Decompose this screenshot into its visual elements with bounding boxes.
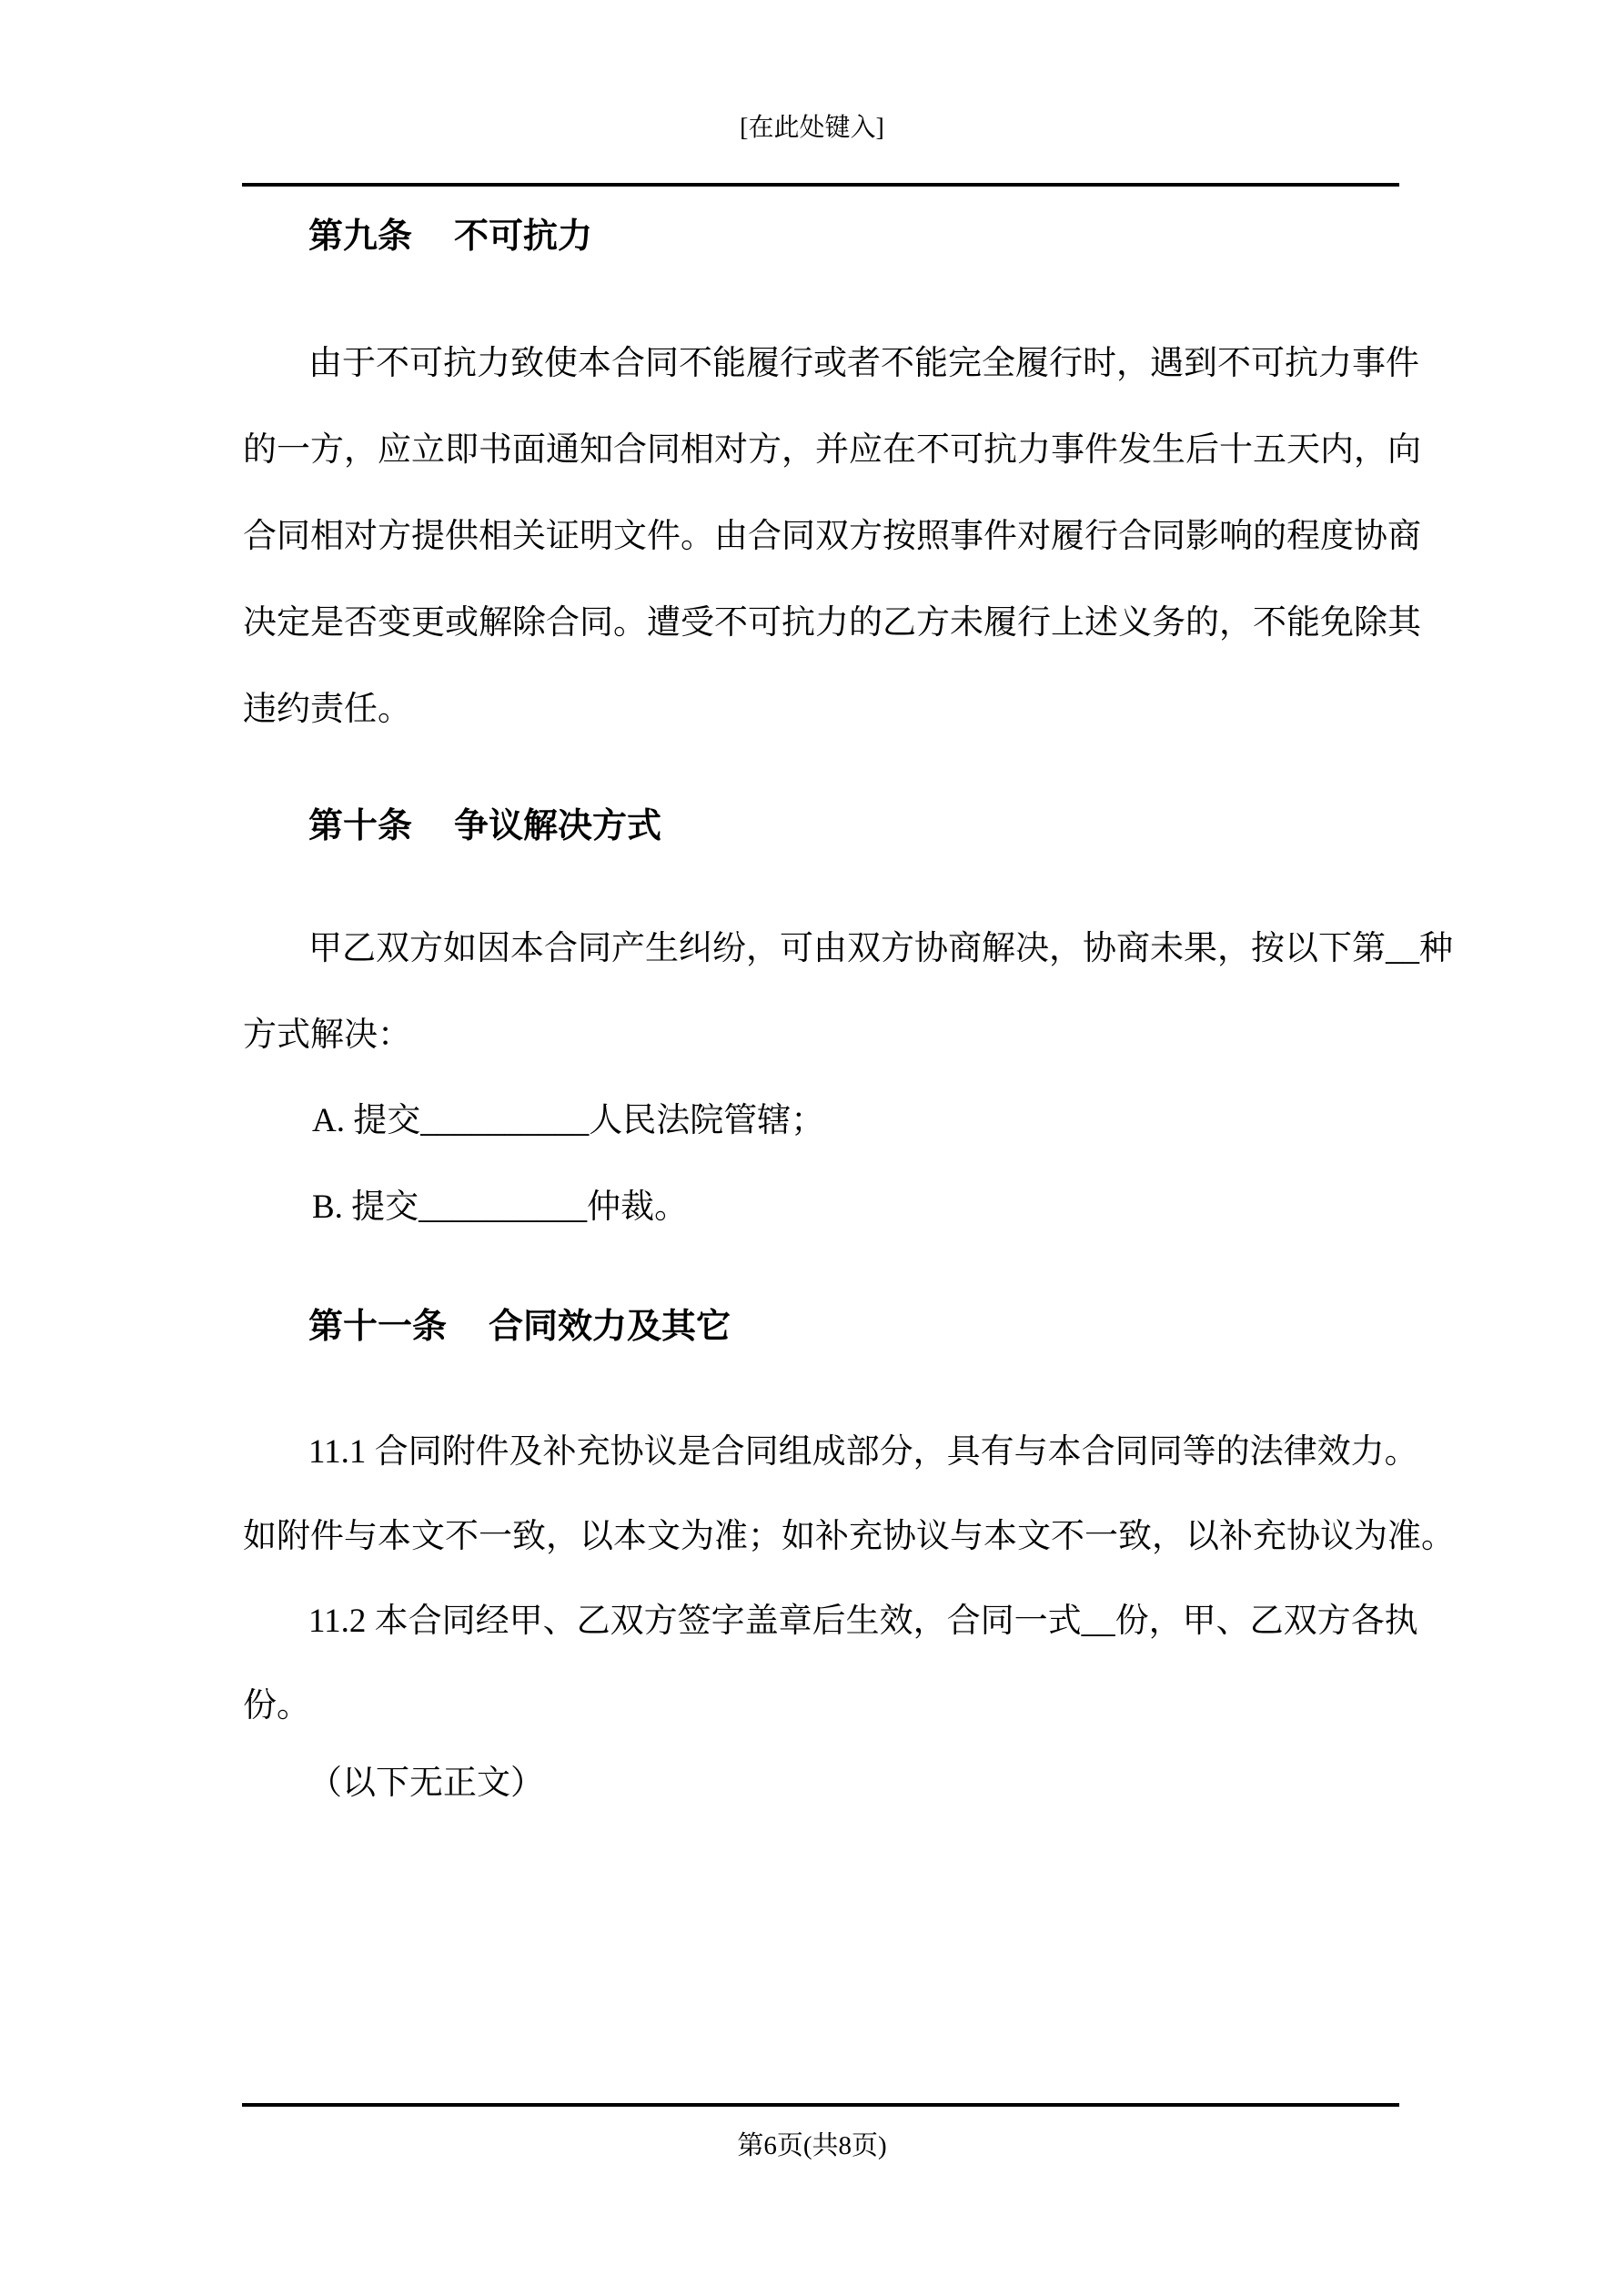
article9-title: 不可抗力 [454,217,593,256]
article9-number: 第九条 [308,217,413,256]
article10-number: 第十条 [308,807,413,845]
clause-11-1-line-2: 如附件与本文不一致，以本文为准；如补充协议与本文不一致，以补充协议为准。 [243,1518,1455,1555]
article9-heading [308,217,592,257]
article11-title: 合同效力及其它 [489,1308,731,1346]
article10-option-a: A. 提交__________人民法院管辖； [312,1102,825,1139]
article10-heading [308,806,661,846]
page-footer-page-number: 第6页(共8页) [737,2131,887,2160]
article11-number: 第十一条 [308,1308,448,1346]
clause-11-1-line-1: 11.1 合同附件及补充协议是合同组成部分，具有与本合同同等的法律效力。 [308,1433,1418,1471]
closing-note: （以下无正文） [308,1765,544,1802]
article9-line-5: 违约责任。 [243,691,411,728]
header-rule [242,183,1399,187]
article10-option-b: B. 提交__________仲裁。 [312,1188,689,1226]
article10-line-2: 方式解决： [243,1017,411,1054]
article10-line-1: 甲乙双方如因本合同产生纠纷，可由双方协商解决，协商未果，按以下第__种 [308,930,1453,967]
article9-line-4: 决定是否变更或解除合同。遭受不可抗力的乙方未履行上述义务的，不能免除其 [243,604,1421,642]
article11-heading [308,1307,731,1347]
article9-line-1: 由于不可抗力致使本合同不能履行或者不能完全履行时，遇到不可抗力事件 [308,345,1419,382]
page-header-placeholder: [在此处键入] [740,114,884,142]
footer-rule [242,2103,1399,2107]
article10-title: 争议解决方式 [454,807,662,845]
article9-line-2: 的一方，应立即书面通知合同相对方，并应在不可抗力事件发生后十五天内，向 [243,431,1421,469]
clause-11-2-line-1: 11.2 本合同经甲、乙双方签字盖章后生效，合同一式__份，甲、乙双方各执 [308,1603,1418,1640]
article9-line-3: 合同相对方提供相关证明文件。由合同双方按照事件对履行合同影响的程度协商 [243,518,1421,555]
clause-11-2-line-2: 份。 [243,1687,310,1725]
